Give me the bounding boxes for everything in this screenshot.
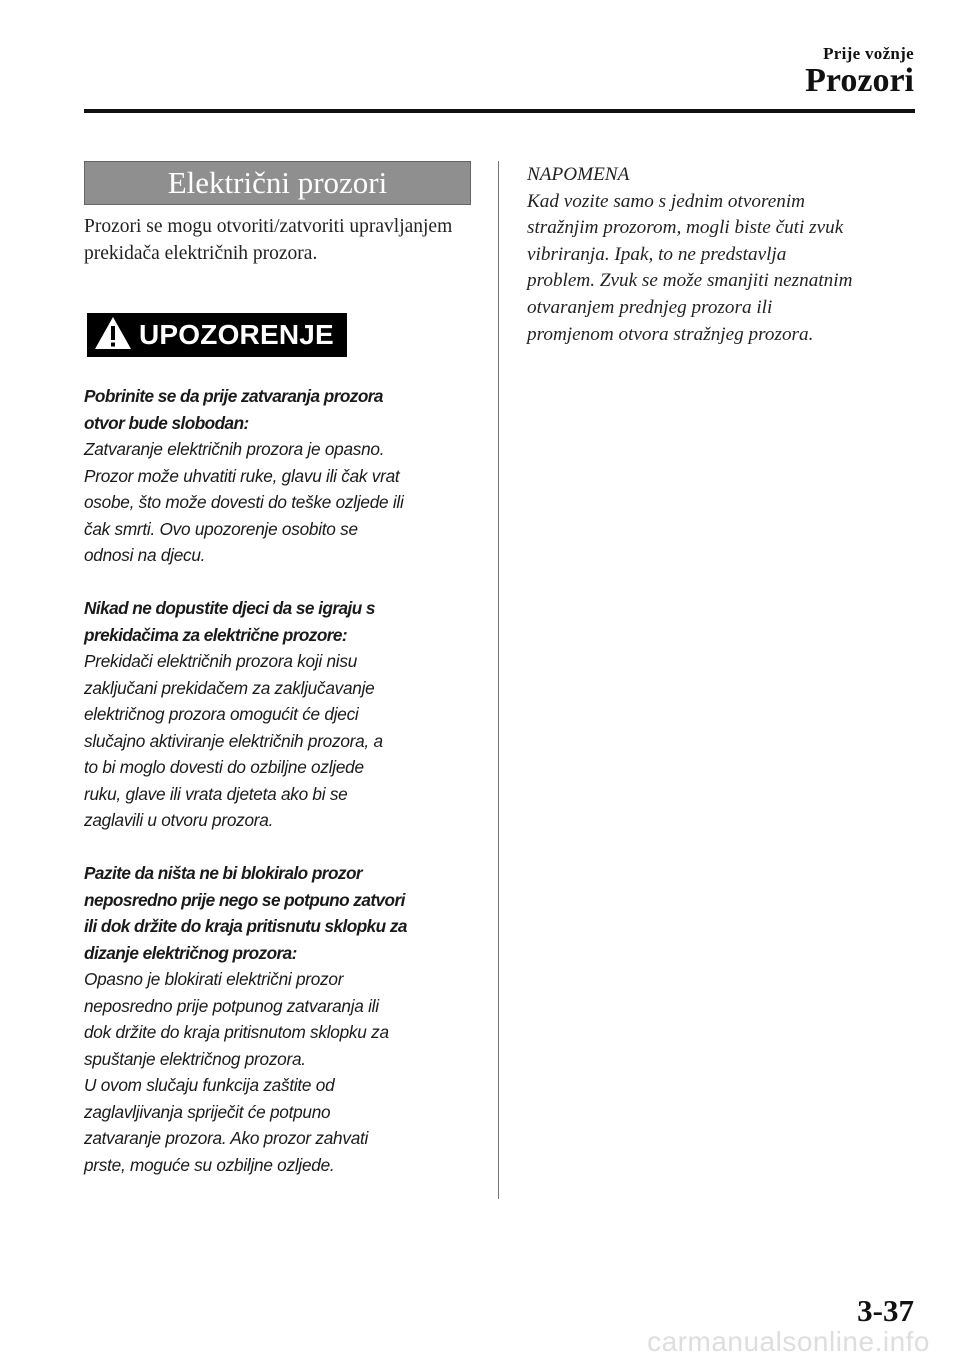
- warning-text-line: osobe, što može dovesti do teške ozljede ili: [84, 492, 404, 512]
- note-text-line: otvaranjem prednjeg prozora ili: [527, 296, 773, 318]
- warning-text-line: prste, moguće su ozbiljne ozljede.: [84, 1154, 335, 1175]
- warning-block: [84, 383, 484, 569]
- warning-text-line: to bi moglo dovesti do ozbiljne ozljede: [84, 757, 364, 777]
- note-text-line: Kad vozite samo s jednim otvorenim: [527, 190, 806, 212]
- warning-text-line: zaključani prekidačem za zaključavanje: [84, 677, 375, 698]
- warning-text-line: neposredno prije potpunog zatvaranja ili: [84, 995, 379, 1016]
- warning-text-line: odnosi na djecu.: [84, 545, 206, 565]
- warning-label-text: UPOZORENJE: [139, 319, 334, 350]
- note-box: [527, 162, 927, 348]
- warning-text-line: zatvaranje prozora. Ako prozor zahvati: [84, 1128, 369, 1148]
- note-title: NAPOMENA: [527, 164, 630, 185]
- warning-text-line: slučajno aktiviranje električnih prozora, a: [84, 730, 383, 751]
- warning-heading-line: Pobrinite se da prije zatvaranja prozora: [84, 386, 383, 406]
- warning-text-line: spuštanje električnog prozora.: [84, 1048, 306, 1069]
- note-text-line: stražnjim prozorom, mogli biste čuti zvuk: [527, 217, 844, 239]
- warning-heading-line: neposredno prije nego se potpuno zatvori: [84, 889, 405, 910]
- watermark: carmanualsonline.info: [647, 1326, 930, 1357]
- warning-block: [84, 595, 484, 834]
- warning-heading-line: dizanje električnog prozora:: [84, 942, 297, 963]
- header-section-label: Prije vožnje: [823, 44, 914, 63]
- warning-text-line: zaglavili u otvoru prozora.: [84, 810, 274, 830]
- page-title: Prozori: [805, 62, 914, 99]
- warning-text-line: električnog prozora omogućit će djeci: [84, 704, 359, 724]
- warning-text-line: Prozor može uhvatiti ruke, glavu ili čak vrat: [84, 465, 400, 486]
- warning-heading-line: ili dok držite do kraja pritisnutu sklopku za: [84, 916, 407, 936]
- warning-text-line: dok držite do kraja pritisnutom sklopku za: [84, 1022, 389, 1042]
- warning-text-line: ruku, glave ili vrata djeteta ako bi se: [84, 783, 348, 804]
- warning-body: [84, 383, 484, 1205]
- note-text-line: problem. Zvuk se može smanjiti neznatnim: [527, 270, 853, 292]
- warning-triangle-icon: [93, 315, 133, 356]
- warning-text-line: Opasno je blokirati električni prozor: [84, 969, 344, 989]
- warning-heading-line: Nikad ne dopustite djeci da se igraju s: [84, 598, 375, 618]
- warning-text-line: U ovom slučaju funkcija zaštite od: [84, 1075, 335, 1095]
- warning-heading-line: otvor bude slobodan:: [84, 412, 249, 433]
- column-divider: [498, 161, 499, 1199]
- note-text-line: vibriranja. Ipak, to ne predstavlja: [527, 243, 787, 265]
- note-text: [527, 189, 927, 349]
- page-number: 3-37: [857, 1293, 914, 1328]
- warning-text-line: čak smrti. Ovo upozorenje osobito se: [84, 518, 358, 539]
- warning-text-line: zaglavljivanja spriječit će potpuno: [84, 1101, 331, 1122]
- warning-heading-line: Pazite da ništa ne bi blokiralo prozor: [84, 863, 363, 883]
- warning-text-line: Prekidači električnih prozora koji nisu: [84, 651, 358, 671]
- section-banner: Električni prozori: [84, 161, 471, 205]
- warning-heading-line: prekidačima za električne prozore:: [84, 624, 348, 645]
- intro-paragraph: Prozori se mogu otvoriti/zatvoriti upravljanjem prekidača električnih prozora.: [84, 216, 453, 264]
- warning-block: [84, 860, 484, 1178]
- warning-text-line: Zatvaranje električnih prozora je opasno.: [84, 439, 385, 459]
- warning-label: [87, 313, 347, 357]
- header-divider: [84, 109, 915, 113]
- note-text-line: promjenom otvora stražnjeg prozora.: [527, 323, 814, 345]
